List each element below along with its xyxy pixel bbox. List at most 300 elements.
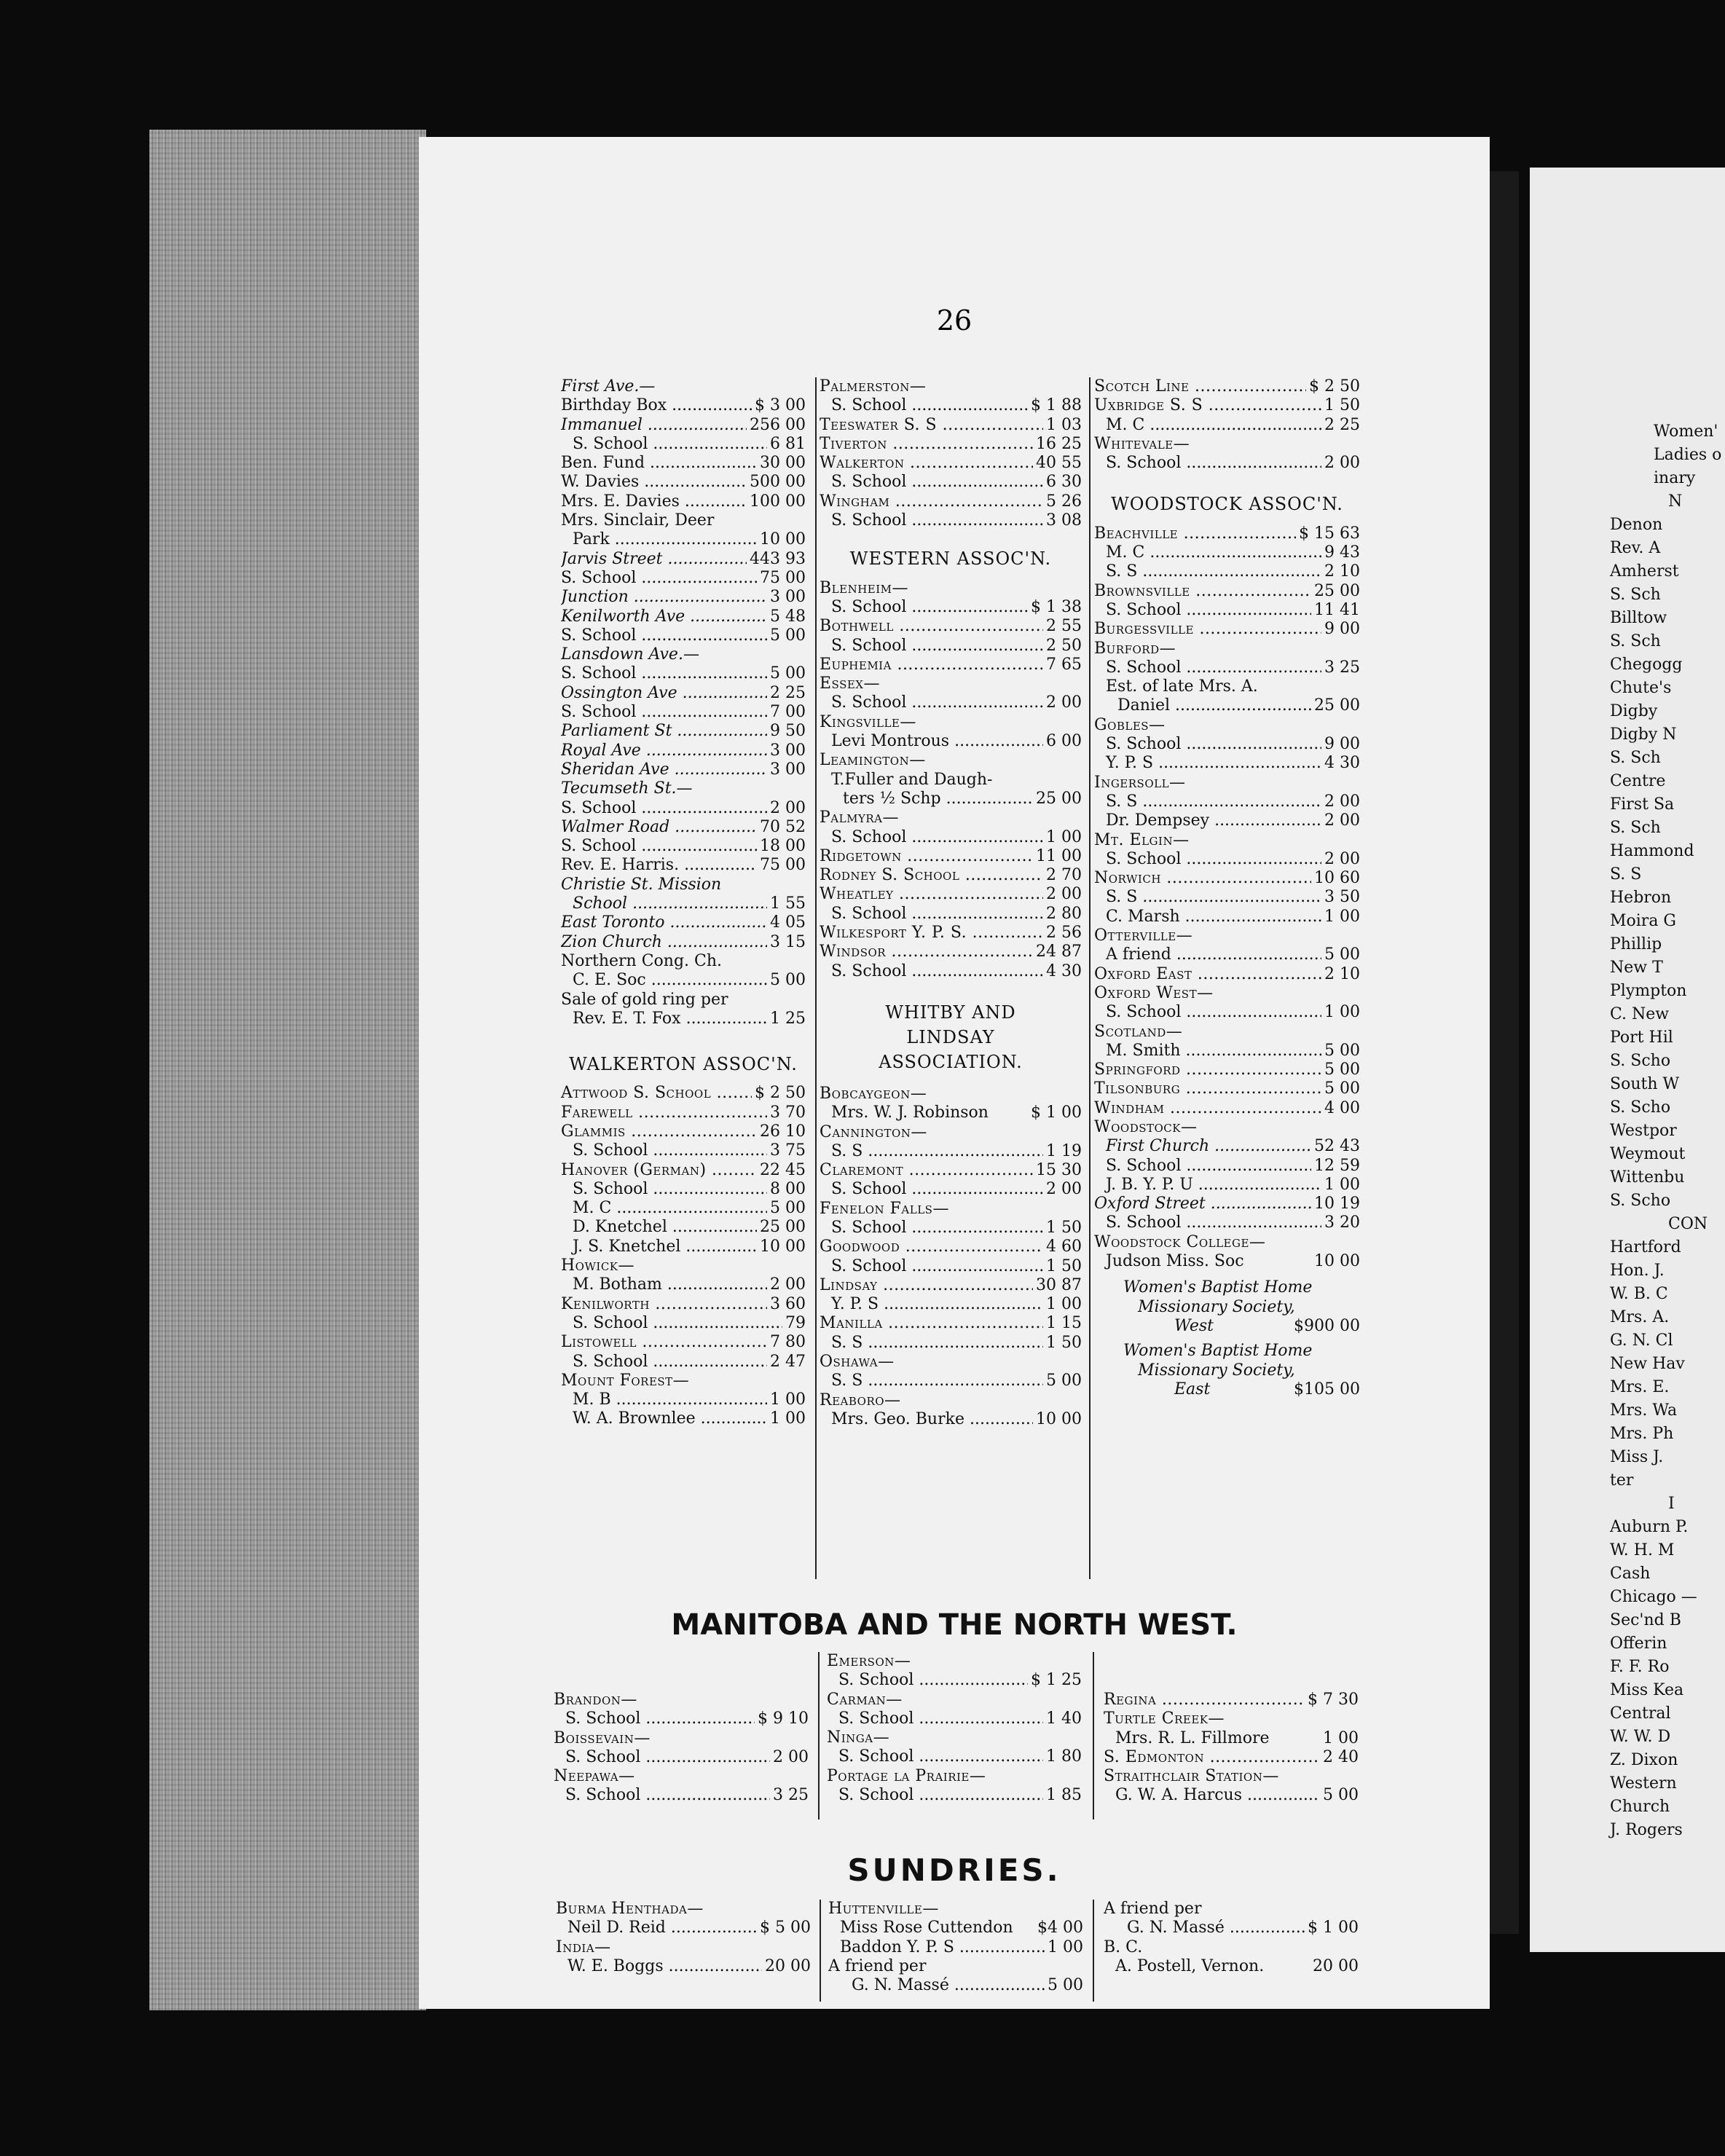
- entry-name: S. School .....: [561, 799, 767, 818]
- ledger-entry: [820, 1103, 1082, 1122]
- entry-amount: 18 00: [760, 837, 806, 856]
- entry-name: Bobcaygeon—: [820, 1084, 927, 1103]
- entry-amount: [1357, 716, 1360, 735]
- ledger-entry: [1094, 1061, 1360, 1079]
- column-rule: [1093, 1900, 1094, 2002]
- ledger-entry: [561, 1353, 806, 1372]
- ledger-entry: [1094, 416, 1360, 435]
- facing-page-fragment: Westpor: [1610, 1122, 1677, 1140]
- entry-amount: 5 00: [770, 1199, 806, 1218]
- ledger-entry: [556, 1900, 811, 1919]
- manitoba-col-1: [554, 1691, 809, 1806]
- ledger-entry: [827, 1747, 1082, 1766]
- ledger-entry: [828, 1957, 1083, 1976]
- ledger-entry: [554, 1786, 809, 1805]
- entry-name: S. School .....: [820, 637, 1043, 656]
- entry-name: Daniel .....: [1094, 696, 1311, 715]
- entry-name: Springford .....: [1094, 1061, 1321, 1079]
- entry-name: Christie St. Mission: [561, 875, 722, 894]
- entry-amount: [1080, 1957, 1083, 1976]
- ledger-entry: [561, 818, 806, 837]
- entry-name: S. School .....: [1094, 735, 1321, 754]
- entry-amount: 4 00: [1324, 1098, 1360, 1117]
- entry-name: Glammis .....: [561, 1122, 757, 1141]
- ledger-entry: [561, 530, 806, 549]
- entry-name: S. School .....: [561, 435, 767, 454]
- entry-amount: 4 60: [1046, 1238, 1082, 1256]
- ledger-entry: [561, 664, 806, 683]
- entry-name: S. School .....: [1094, 454, 1321, 473]
- entry-amount: 5 00: [1046, 1372, 1082, 1390]
- ledger-entry: [1104, 1748, 1359, 1767]
- entry-name: Woodstock College—: [1094, 1232, 1266, 1251]
- walkerton-entries: [561, 1084, 806, 1428]
- ledger-entry: [820, 693, 1082, 712]
- entry-name: Jarvis Street .....: [561, 550, 747, 569]
- ledger-entry: [1094, 754, 1360, 773]
- entry-name: Wilkesport Y. P. S. .....: [820, 924, 1043, 943]
- ledger-entry: [820, 416, 1082, 435]
- sundries-col-1: [556, 1900, 811, 1976]
- entry-amount: 30 87: [1036, 1275, 1082, 1294]
- entry-amount: 25 00: [1036, 789, 1082, 808]
- entry-name: Oshawa—: [820, 1353, 895, 1372]
- womens-east-line2: Missionary Society,: [1138, 1361, 1295, 1380]
- entry-name: S. Edmonton .....: [1104, 1748, 1320, 1767]
- facing-page-fragment: Billtow: [1610, 609, 1667, 627]
- ledger-entry: [1104, 1710, 1359, 1728]
- ledger-entry: [561, 1122, 806, 1141]
- entry-name: G. N. Massé .....: [828, 1976, 1045, 1995]
- facing-page-fragment: Rev. A: [1610, 539, 1661, 557]
- entry-amount: $ 1 00: [1031, 1103, 1082, 1122]
- ledger-entry: [820, 1200, 1082, 1219]
- entry-name: S. School .....: [820, 1219, 1043, 1238]
- ledger-entry: [561, 1372, 806, 1390]
- facing-page-fragment: Auburn P.: [1610, 1518, 1689, 1536]
- entry-amount: [806, 1729, 809, 1748]
- ledger-entry: [561, 684, 806, 703]
- entry-name: D. Knetchel .....: [561, 1218, 757, 1237]
- ledger-entry: [561, 1238, 806, 1256]
- facing-page-fragment: S. Scho: [1610, 1192, 1671, 1210]
- entry-name: S. School .....: [561, 1180, 767, 1199]
- entry-amount: 7 65: [1046, 655, 1082, 674]
- ledger-entry: [561, 473, 806, 492]
- facing-page-fragment: W. H. M: [1610, 1541, 1675, 1559]
- ledger-entry: [820, 598, 1082, 617]
- ledger-entry: [1104, 1900, 1359, 1919]
- ledger-entry: [1104, 1691, 1359, 1710]
- ledger-entry: [820, 751, 1082, 770]
- entry-name: S. School .....: [820, 396, 1028, 415]
- entry-name: S. S .....: [820, 1334, 1043, 1353]
- entry-name: Norwich .....: [1094, 869, 1311, 888]
- ledger-entry: [820, 396, 1082, 415]
- walkerton-heading: WALKERTON ASSOC'N.: [569, 1054, 798, 1075]
- facing-page-fragment: S. Sch: [1610, 819, 1661, 837]
- entry-amount: 3 00: [770, 588, 806, 607]
- entry-name: S. School .....: [820, 598, 1028, 617]
- entry-amount: 3 60: [770, 1294, 806, 1313]
- entry-amount: [803, 1256, 806, 1275]
- ledger-entry: [1094, 677, 1360, 696]
- entry-amount: 2 00: [1046, 885, 1082, 904]
- entry-name: Rev. E. Harris. .....: [561, 856, 757, 875]
- entry-name: Euphemia .....: [820, 656, 1043, 674]
- entry-amount: 2 25: [770, 683, 806, 702]
- ledger-entry: [561, 1180, 806, 1199]
- facing-page-fragment: ter: [1610, 1471, 1634, 1490]
- entry-name: Ridgetown .....: [820, 847, 1033, 866]
- entry-name: Tiverton .....: [820, 435, 1033, 454]
- ledger-entry: [828, 1938, 1083, 1957]
- facing-page-fragment: Wittenbu: [1610, 1168, 1685, 1187]
- ledger-entry: [556, 1938, 811, 1957]
- entry-amount: 75 00: [760, 568, 806, 587]
- ledger-entry: [1104, 1919, 1359, 1937]
- facing-page-fragment: S. Sch: [1610, 632, 1661, 650]
- entry-amount: $ 1 38: [1031, 597, 1082, 616]
- entry-name: W. E. Boggs .....: [556, 1957, 762, 1976]
- entry-name: First Ave.—: [561, 377, 656, 396]
- column-rule: [820, 1900, 821, 2002]
- entry-name: Miss Rose Cuttendon: [840, 1919, 1013, 1937]
- ledger-entry: [561, 454, 806, 473]
- entry-name: Y. P. S .....: [1094, 754, 1321, 773]
- entry-amount: [808, 1938, 811, 1957]
- entry-amount: 2 50: [1046, 636, 1082, 655]
- facing-page-fragment: CON: [1668, 1215, 1708, 1233]
- entry-name: S. S .....: [820, 1142, 1043, 1161]
- palmerston-entries: [820, 377, 1082, 530]
- ledger-entry: [820, 1353, 1082, 1372]
- ledger-entry: [1094, 792, 1360, 811]
- western-heading: WESTERN ASSOC'N.: [849, 548, 1052, 570]
- entry-name: Scotland—: [1094, 1022, 1183, 1041]
- entry-amount: 500 00: [750, 473, 806, 492]
- entry-name: Brownsville .....: [1094, 582, 1311, 601]
- ledger-entry: [820, 1391, 1082, 1410]
- womens-west-line3: West: [1174, 1316, 1214, 1335]
- entry-name: Zion Church .....: [561, 933, 767, 952]
- entry-amount: [1357, 1233, 1360, 1252]
- sundries-col-3: [1104, 1900, 1359, 1976]
- entry-name: S. School .....: [554, 1710, 755, 1728]
- entry-name: Gobles—: [1094, 715, 1166, 734]
- ledger-entry: [1094, 811, 1360, 830]
- ledger-entry: [561, 492, 806, 511]
- ledger-entry: [561, 971, 806, 990]
- entry-name: S. School .....: [820, 1257, 1043, 1276]
- ledger-entry: [561, 1084, 806, 1103]
- entry-amount: 1 00: [1324, 1175, 1360, 1194]
- entry-amount: 100 00: [750, 492, 806, 511]
- entry-amount: 3 70: [770, 1103, 806, 1122]
- womens-east-line1: Women's Baptist Home: [1123, 1342, 1313, 1361]
- facing-page-fragment: S. S: [1610, 865, 1642, 884]
- ledger-entry: [561, 703, 806, 722]
- entry-amount: [803, 952, 806, 971]
- ledger-entry: [561, 1333, 806, 1352]
- facing-page-fragment: Digby: [1610, 702, 1658, 720]
- ledger-entry: [561, 588, 806, 607]
- ledger-entry: [561, 377, 806, 396]
- entry-amount: 2 10: [1324, 562, 1360, 581]
- entry-amount: [1357, 984, 1360, 1003]
- entry-name: Straithclair Station—: [1104, 1767, 1279, 1786]
- entry-name: S. School .....: [554, 1748, 770, 1767]
- entry-name: Mrs. W. J. Robinson: [831, 1103, 989, 1122]
- entry-amount: 1 25: [770, 1009, 806, 1028]
- entry-name: Mrs. R. L. Fillmore: [1115, 1728, 1270, 1747]
- entry-name: Windham .....: [1094, 1099, 1321, 1118]
- entry-amount: 5 00: [1324, 1041, 1360, 1060]
- entry-amount: $ 3 00: [755, 396, 806, 415]
- ledger-entry: [1094, 735, 1360, 754]
- entry-amount: 1 00: [1048, 1937, 1083, 1956]
- ledger-entry: [1094, 1118, 1360, 1137]
- facing-page-fragment: S. Sch: [1610, 749, 1661, 767]
- facing-page-fragment: New T: [1610, 959, 1663, 977]
- entry-name: A friend .....: [1094, 945, 1321, 964]
- entry-amount: 11 00: [1036, 846, 1082, 865]
- entry-name: A friend per: [828, 1956, 927, 1975]
- entry-name: S. School .....: [1094, 658, 1321, 677]
- entry-amount: 1 50: [1324, 396, 1360, 415]
- entry-amount: 8 00: [770, 1179, 806, 1198]
- ledger-entry: [1094, 620, 1360, 639]
- ledger-entry: [1104, 1786, 1359, 1805]
- ledger-entry: [1094, 1195, 1360, 1213]
- entry-name: S. S .....: [1094, 562, 1321, 581]
- entry-name: S. School .....: [1094, 1157, 1311, 1176]
- entry-amount: 3 20: [1324, 1213, 1360, 1232]
- ledger-entry: [1094, 716, 1360, 735]
- entry-name: Huttenville—: [828, 1900, 939, 1918]
- womens-west-line2: Missionary Society,: [1138, 1297, 1295, 1316]
- entry-amount: 3 75: [770, 1141, 806, 1160]
- entry-amount: [1079, 1085, 1082, 1103]
- facing-page-fragment: New Hav: [1610, 1355, 1685, 1373]
- entry-amount: 3 00: [770, 741, 806, 760]
- entry-amount: [1079, 377, 1082, 396]
- entry-name: S. School .....: [820, 905, 1043, 924]
- ledger-entry: [1094, 774, 1360, 792]
- entry-name: Ben. Fund .....: [561, 454, 757, 473]
- facing-page-fragment: Port Hil: [1610, 1028, 1673, 1047]
- ledger-entry: [561, 837, 806, 856]
- western-entries: [820, 579, 1082, 981]
- entry-name: Regina .....: [1104, 1691, 1305, 1710]
- ledger-entry: [820, 674, 1082, 693]
- sundries-col-2: [828, 1900, 1083, 1995]
- entry-name: S. School .....: [820, 962, 1043, 981]
- entry-name: S. School .....: [561, 626, 767, 645]
- ledger-entry: [827, 1728, 1082, 1747]
- ledger-entry: [1094, 1003, 1360, 1022]
- entry-amount: 1 55: [770, 894, 806, 913]
- column-2: [820, 377, 1082, 1429]
- entry-amount: [1357, 926, 1360, 945]
- entry-amount: 3 25: [1324, 658, 1360, 677]
- column-rule: [815, 377, 817, 1579]
- ledger-entry: [1104, 1729, 1359, 1748]
- ledger-entry: [828, 1919, 1083, 1937]
- entry-name: S. School .....: [561, 703, 767, 722]
- entry-amount: 1 00: [1046, 827, 1082, 846]
- entry-name: Northern Cong. Ch.: [561, 951, 723, 970]
- entry-amount: 2 00: [1324, 849, 1360, 868]
- entry-amount: 1 03: [1046, 415, 1082, 434]
- entry-name: S. S .....: [1094, 792, 1321, 811]
- column-rule: [1089, 377, 1091, 1579]
- ledger-entry: [1094, 1099, 1360, 1118]
- ledger-entry: [561, 952, 806, 971]
- ledger-entry: [820, 1161, 1082, 1180]
- facing-page-fragment: Hammond: [1610, 842, 1694, 860]
- entry-amount: 26 10: [760, 1122, 806, 1141]
- facing-page-fragment: Denon: [1610, 516, 1663, 534]
- entry-amount: $ 2 50: [755, 1084, 806, 1103]
- ledger-entry: [554, 1729, 809, 1748]
- manitoba-col-2: [827, 1652, 1082, 1805]
- entry-amount: [1079, 808, 1082, 827]
- entry-amount: [803, 645, 806, 664]
- ledger-entry: [1104, 1957, 1359, 1976]
- entry-name: W. Davies .....: [561, 473, 747, 492]
- entry-amount: 5 00: [1048, 1976, 1083, 1995]
- entry-name: Kingsville—: [820, 712, 916, 731]
- entry-name: Levi Montrous .....: [820, 732, 1043, 751]
- entry-name: S. School .....: [561, 1141, 767, 1160]
- entry-amount: [1357, 831, 1360, 850]
- entry-name: Lindsay .....: [820, 1276, 1033, 1295]
- entry-amount: 3 25: [773, 1786, 809, 1805]
- ledger-entry: [1094, 908, 1360, 926]
- entry-amount: [1357, 677, 1360, 696]
- entry-name: Palmerston—: [820, 377, 927, 396]
- manitoba-col-3: [1104, 1691, 1359, 1806]
- ledger-entry: [1094, 1042, 1360, 1061]
- facing-page-fragment: I: [1668, 1495, 1675, 1513]
- entry-amount: $ 5 00: [760, 1919, 811, 1937]
- entry-name: S. School .....: [1094, 601, 1311, 620]
- entry-amount: 2 56: [1046, 924, 1082, 943]
- ledger-entry: [554, 1767, 809, 1786]
- ledger-entry: [561, 1199, 806, 1218]
- ledger-entry: [1094, 1157, 1360, 1176]
- womens-west-block: [1094, 1278, 1360, 1336]
- ledger-entry: [1094, 965, 1360, 984]
- sundries-heading: SUNDRIES.: [847, 1852, 1061, 1888]
- entry-amount: 1 40: [1046, 1709, 1082, 1728]
- entry-name: Teeswater S. S .....: [820, 416, 1043, 435]
- facing-page: [1530, 168, 1725, 1952]
- entry-amount: [803, 511, 806, 530]
- facing-page-fragment: South W: [1610, 1075, 1680, 1093]
- entry-name: Y. P. S .....: [820, 1295, 1043, 1314]
- entry-name: Beachville .....: [1094, 524, 1296, 543]
- ledger-entry: [827, 1767, 1082, 1786]
- entry-name: M. C .....: [1094, 416, 1321, 435]
- entry-name: S. School .....: [1094, 850, 1321, 869]
- entry-amount: [806, 1767, 809, 1786]
- entry-name: Boissevain—: [554, 1728, 651, 1747]
- facing-page-fragment: Hebron: [1610, 889, 1672, 907]
- entry-name: M. B .....: [561, 1390, 767, 1409]
- entry-amount: $ 2 50: [1309, 377, 1360, 396]
- entry-name: Woodstock—: [1094, 1117, 1198, 1136]
- entry-name: Mount Forest—: [561, 1371, 690, 1390]
- facing-page-fragment: Weymout: [1610, 1145, 1686, 1163]
- ledger-entry: [561, 511, 806, 530]
- entry-name: Scotch Line .....: [1094, 377, 1306, 396]
- womens-west-line1: Women's Baptist Home: [1123, 1278, 1313, 1297]
- entry-name: Mrs. Sinclair, Deer: [561, 511, 715, 530]
- womens-east-block: [1094, 1342, 1360, 1399]
- entry-amount: 7 80: [770, 1333, 806, 1352]
- facing-page-fragment: Miss Kea: [1610, 1681, 1684, 1699]
- column-3: [1094, 377, 1360, 1399]
- entry-name: A. Postell, Vernon.: [1115, 1956, 1265, 1975]
- entry-amount: 6 00: [1046, 732, 1082, 751]
- entry-amount: 1 50: [1046, 1218, 1082, 1237]
- entry-amount: 9 00: [1324, 620, 1360, 639]
- entry-amount: [1080, 1900, 1083, 1919]
- entry-name: Oxford East .....: [1094, 965, 1321, 984]
- ledger-entry: [820, 1314, 1082, 1333]
- entry-name: Parliament St .....: [561, 722, 767, 741]
- ledger-entry: [1094, 926, 1360, 945]
- womens-east-line3: East: [1174, 1380, 1211, 1398]
- entry-amount: 4 05: [770, 913, 806, 932]
- entry-name: Carman—: [827, 1690, 903, 1709]
- entry-amount: 4 30: [1324, 754, 1360, 773]
- entry-amount: 2 00: [1324, 811, 1360, 830]
- entry-amount: 5 00: [1323, 1786, 1359, 1805]
- entry-name: Cannington—: [820, 1122, 927, 1141]
- ledger-entry: [1094, 1023, 1360, 1042]
- entry-amount: [1079, 1767, 1082, 1786]
- entry-amount: 2 00: [773, 1747, 809, 1766]
- ledger-entry: [827, 1691, 1082, 1710]
- entry-name: Attwood S. School .....: [561, 1084, 752, 1103]
- entry-name: Palmyra—: [820, 808, 899, 827]
- ledger-entry: [1094, 831, 1360, 850]
- facing-page-fragment: Women': [1654, 422, 1718, 441]
- entry-name: Claremont .....: [820, 1161, 1033, 1180]
- entry-name: India—: [556, 1937, 611, 1956]
- ledger-entry: [1094, 1213, 1360, 1232]
- ledger-entry: [1094, 850, 1360, 869]
- entry-amount: 1 15: [1046, 1314, 1082, 1333]
- entry-name: School .....: [561, 894, 767, 913]
- entry-amount: 5 48: [770, 607, 806, 626]
- entry-amount: 10 00: [760, 530, 806, 549]
- entry-name: Sale of gold ring per: [561, 990, 728, 1009]
- ledger-entry: [827, 1786, 1082, 1805]
- entry-name: S. School .....: [561, 664, 767, 683]
- entry-amount: [1079, 751, 1082, 770]
- entry-name: A friend per: [1104, 1900, 1202, 1918]
- entry-name: S. School .....: [827, 1747, 1043, 1766]
- facing-page-fragment: Mrs. A.: [1610, 1308, 1670, 1326]
- ledger-entry: [820, 732, 1082, 751]
- entry-amount: 5 00: [1324, 1061, 1360, 1079]
- ledger-entry: [820, 1180, 1082, 1199]
- entry-amount: 4 30: [1046, 961, 1082, 980]
